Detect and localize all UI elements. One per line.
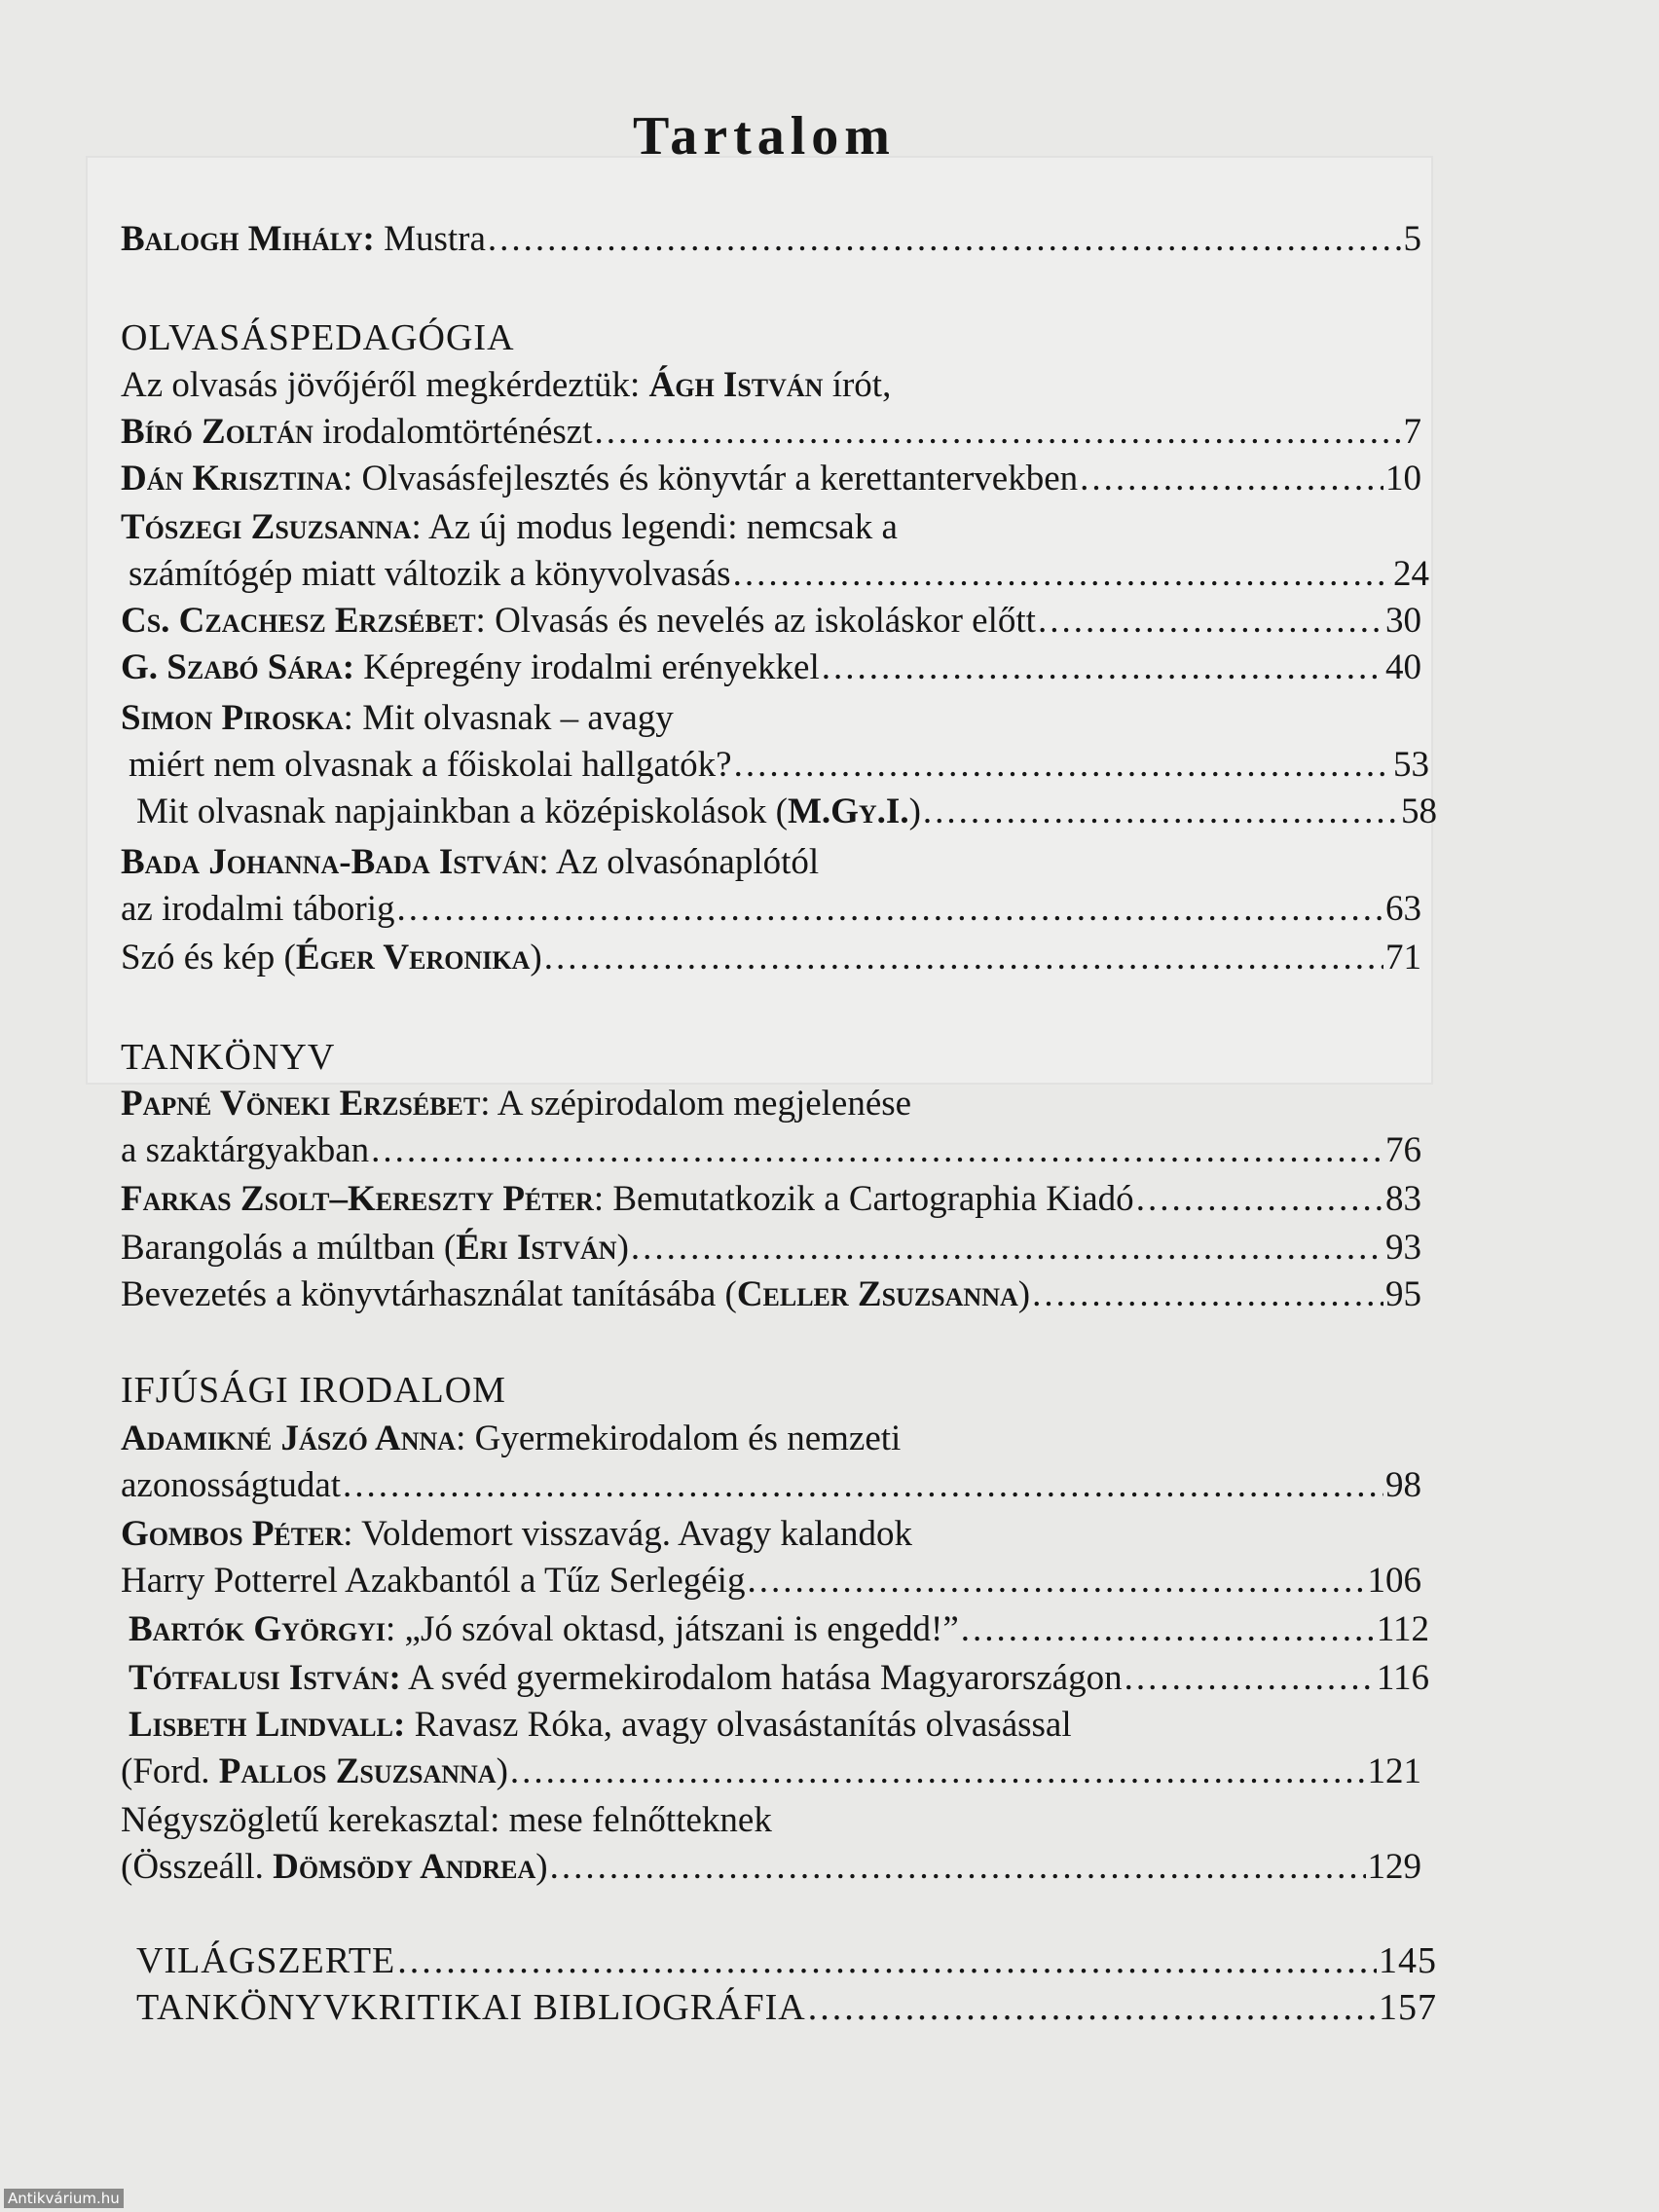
section-heading: TANKÖNYV [121, 1037, 336, 1078]
toc-entry: Barangolás a múltban (Éri István) ..... 93 [121, 1225, 1421, 1272]
toc-entry: Szó és kép (Éger Veronika) ..... 71 [121, 935, 1421, 981]
toc-entry: Cs. Czachesz Erzsébet: Olvasás és nevelés az iskoláskor előtt ..... 30 [121, 598, 1421, 645]
toc-entry: Harry Potterrel Azakbantól a Tűz Serlegéig ..... 106 [121, 1558, 1421, 1604]
toc-entry: Négyszögletű kerekasztal: mese felnőtteknek [121, 1800, 772, 1840]
page-number: 129 [1367, 1847, 1421, 1887]
page-number: 98 [1385, 1465, 1421, 1505]
page-number: 145 [1379, 1940, 1437, 1981]
section-heading: IFJÚSÁGI IRODALOM [121, 1370, 506, 1411]
toc-entry: Tótfalusi István: A svéd gyermekirodalom hatása Magyarországon ..... 116 [121, 1655, 1429, 1702]
page-number: 58 [1401, 792, 1437, 831]
toc-entry: Bíró Zoltán irodalomtörténészt ..... 7 [121, 409, 1421, 456]
toc-entry: Gombos Péter: Voldemort visszavág. Avagy kalandok [121, 1514, 912, 1554]
page-number: 83 [1385, 1179, 1421, 1219]
page-number: 24 [1393, 554, 1429, 594]
toc-entry: Bada Johanna-Bada István: Az olvasónaplótól [121, 842, 820, 882]
page-number: 116 [1376, 1658, 1429, 1698]
page-number: 95 [1385, 1274, 1421, 1314]
toc-entry: Bevezetés a könyvtárhasználat tanításába (Celler Zsuzsanna) ..... 95 [121, 1272, 1421, 1318]
toc-entry: G. Szabó Sára: Képregény irodalmi erényekkel ..... 40 [121, 645, 1421, 691]
toc-entry: a szaktárgyakban ..... 76 [121, 1127, 1421, 1174]
toc-entry: azonosságtudat ..... 98 [121, 1462, 1421, 1509]
page-number: 93 [1385, 1228, 1421, 1268]
page-number: 7 [1403, 412, 1421, 452]
page-number: 30 [1385, 601, 1421, 641]
toc-entry: Tószegi Zsuzsanna: Az új modus legendi: nemcsak a [121, 507, 898, 547]
page-number: 5 [1403, 219, 1421, 259]
page-number: 112 [1376, 1609, 1429, 1649]
toc-entry: Dán Krisztina: Olvasásfejlesztés és könyvtár a kerettantervekben ..... 10 [121, 456, 1421, 502]
toc-entry: (Összeáll. Dömsödy Andrea) ..... 129 [121, 1844, 1421, 1891]
toc-entry: számítógép miatt változik a könyvolvasás ..... 24 [121, 551, 1429, 598]
watermark: Antikvárium.hu [4, 2189, 124, 2208]
page-number: 157 [1379, 1987, 1437, 2028]
toc-entry: TANKÖNYVKRITIKAI BIBLIOGRÁFIA ..... 157 [121, 1984, 1437, 2031]
page-number: 63 [1385, 889, 1421, 929]
toc-entry: Az olvasás jövőjéről megkérdeztük: Ágh István írót, [121, 365, 892, 405]
section-heading: OLVASÁSPEDAGÓGIA [121, 317, 515, 358]
toc-entry: miért nem olvasnak a főiskolai hallgatók? ..... 53 [121, 742, 1429, 789]
toc-entry: Simon Piroska: Mit olvasnak – avagy [121, 698, 674, 738]
toc-entry: Mit olvasnak napjainkban a középiskolások (M.Gy.I.) ..... 58 [121, 789, 1437, 835]
page-number: 40 [1385, 647, 1421, 687]
page-number: 76 [1385, 1130, 1421, 1170]
toc-entry: VILÁGSZERTE ..... 145 [121, 1937, 1437, 1984]
toc-entry: (Ford. Pallos Zsuzsanna) ..... 121 [121, 1749, 1421, 1795]
page-number: 106 [1367, 1561, 1421, 1601]
page-number: 71 [1385, 938, 1421, 977]
page-number: 121 [1367, 1751, 1421, 1791]
page-title: Tartalom [633, 106, 896, 166]
toc-entry: az irodalmi táborig ..... 63 [121, 886, 1421, 933]
toc-entry: Bartók Györgyi: „Jó szóval oktasd, játszani is engedd!” ..... 112 [121, 1606, 1429, 1653]
page-number: 53 [1393, 745, 1429, 785]
toc-entry: Papné Vöneki Erzsébet: A szépirodalom megjelenése [121, 1084, 912, 1124]
page-number: 10 [1385, 459, 1421, 498]
toc-entry: Lisbeth Lindvall: Ravasz Róka, avagy olvasástanítás olvasással [129, 1705, 1072, 1745]
toc-entry: Adamikné Jászó Anna: Gyermekirodalom és nemzeti [121, 1419, 902, 1458]
toc-entry: Farkas Zsolt–Kereszty Péter: Bemutatkozik a Cartographia Kiadó ..... 83 [121, 1176, 1421, 1223]
toc-entry: Balogh Mihály: Mustra ..... 5 [121, 216, 1421, 263]
